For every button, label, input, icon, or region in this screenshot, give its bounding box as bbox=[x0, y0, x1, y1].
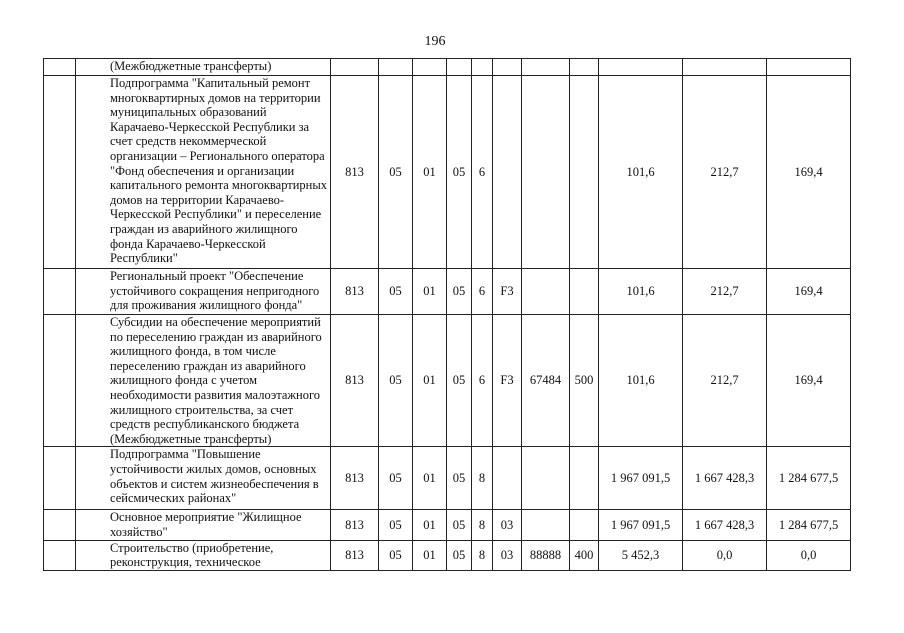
subsection-cell: 01 bbox=[413, 76, 447, 269]
subprogram-cell: 6 bbox=[472, 76, 493, 269]
amount-2-cell: 212,7 bbox=[683, 315, 767, 447]
name-line: Подпрограмма "Капитальный ремонт bbox=[110, 76, 311, 90]
program-cell: 05 bbox=[447, 269, 472, 315]
page-number: 196 bbox=[424, 34, 446, 49]
name-cell bbox=[76, 510, 331, 540]
name-line: реконструкция, техническое bbox=[110, 555, 261, 570]
amount-1-cell: 101,6 bbox=[599, 76, 683, 269]
amount-3-cell bbox=[767, 59, 851, 76]
name-line: устойчивости жилых домов, основных bbox=[110, 461, 317, 476]
name-cell bbox=[76, 540, 331, 570]
name-line: Региональный проект "Обеспечение bbox=[110, 269, 304, 283]
table-row bbox=[44, 510, 851, 540]
expense-type-cell bbox=[570, 447, 599, 510]
subprogram-cell: 8 bbox=[472, 447, 493, 510]
name-line: жилищного фонда, в том числе bbox=[110, 344, 276, 359]
project-cell: F3 bbox=[493, 315, 522, 447]
amount-1-cell: 1 967 091,5 bbox=[599, 510, 683, 540]
amount-1-cell bbox=[599, 59, 683, 76]
name-line: организации – Регионального оператора bbox=[110, 148, 325, 163]
ministry-cell: 813 bbox=[331, 510, 379, 540]
subprogram-cell: 6 bbox=[472, 315, 493, 447]
table-body bbox=[44, 59, 851, 571]
name-line: Субсидии на обеспечение мероприятий bbox=[110, 315, 321, 329]
subprogram-cell: 8 bbox=[472, 510, 493, 540]
amount-3-cell: 169,4 bbox=[767, 269, 851, 315]
name-line: муниципальных образований bbox=[110, 105, 267, 120]
subsection-cell: 01 bbox=[413, 269, 447, 315]
ministry-cell: 813 bbox=[331, 76, 379, 269]
project-cell bbox=[493, 59, 522, 76]
expense-type-cell bbox=[570, 59, 599, 76]
ministry-cell: 813 bbox=[331, 447, 379, 510]
name-line: Подпрограмма "Повышение bbox=[110, 447, 261, 462]
name-line: устойчивого сокращения непригодного bbox=[110, 283, 320, 298]
row-number-cell bbox=[44, 510, 76, 540]
amount-3-cell: 169,4 bbox=[767, 76, 851, 269]
project-cell: 03 bbox=[493, 540, 522, 570]
program-cell: 05 bbox=[447, 315, 472, 447]
amount-1-cell: 101,6 bbox=[599, 269, 683, 315]
name-line: многоквартирных домов на территории bbox=[110, 90, 321, 105]
subprogram-cell: 6 bbox=[472, 269, 493, 315]
name-line: Карачаево-Черкесской Республики за bbox=[110, 119, 310, 134]
section-cell: 05 bbox=[379, 269, 413, 315]
row-number-cell bbox=[44, 540, 76, 570]
amount-2-cell: 212,7 bbox=[683, 76, 767, 269]
direction-cell: 67484 bbox=[522, 315, 570, 447]
table-row bbox=[44, 269, 851, 315]
row-number-cell bbox=[44, 76, 76, 269]
name-line: домов на территории Карачаево- bbox=[110, 192, 285, 207]
amount-3-cell: 1 284 677,5 bbox=[767, 447, 851, 510]
section-cell bbox=[379, 59, 413, 76]
row-number-cell bbox=[44, 447, 76, 510]
direction-cell bbox=[522, 269, 570, 315]
amount-3-cell: 1 284 677,5 bbox=[767, 510, 851, 540]
section-cell: 05 bbox=[379, 447, 413, 510]
name-line: объектов и систем жизнеобеспечения в bbox=[110, 476, 319, 491]
ministry-cell: 813 bbox=[331, 269, 379, 315]
table-row bbox=[44, 59, 851, 76]
name-line: фонда Карачаево-Черкесской bbox=[110, 236, 266, 251]
name-line: капитального ремонта многоквартирных bbox=[110, 178, 328, 193]
ministry-cell: 813 bbox=[331, 315, 379, 447]
name-line: счет средств некоммерческой bbox=[110, 134, 267, 149]
ministry-cell bbox=[331, 59, 379, 76]
subsection-cell: 01 bbox=[413, 510, 447, 540]
table-row bbox=[44, 447, 851, 510]
table-row bbox=[44, 540, 851, 570]
subsection-cell: 01 bbox=[413, 540, 447, 570]
expense-type-cell: 500 bbox=[570, 315, 599, 447]
project-cell bbox=[493, 76, 522, 269]
name-line: Республики" bbox=[110, 251, 178, 266]
amount-2-cell: 1 667 428,3 bbox=[683, 510, 767, 540]
name-line: по переселению граждан из аварийного bbox=[110, 329, 322, 344]
name-line: "Фонд обеспечения и организации bbox=[110, 163, 295, 178]
row-number-cell bbox=[44, 59, 76, 76]
amount-1-cell: 101,6 bbox=[599, 315, 683, 447]
budget-table bbox=[43, 58, 851, 571]
row-number-cell bbox=[44, 315, 76, 447]
section-cell: 05 bbox=[379, 76, 413, 269]
direction-cell bbox=[522, 76, 570, 269]
direction-cell bbox=[522, 447, 570, 510]
subsection-cell: 01 bbox=[413, 447, 447, 510]
amount-3-cell: 0,0 bbox=[767, 540, 851, 570]
expense-type-cell bbox=[570, 510, 599, 540]
amount-2-cell bbox=[683, 59, 767, 76]
table-row bbox=[44, 76, 851, 269]
expense-type-cell: 400 bbox=[570, 540, 599, 570]
amount-1-cell: 1 967 091,5 bbox=[599, 447, 683, 510]
name-line: для проживания жилищного фонда" bbox=[110, 298, 303, 313]
amount-1-cell: 5 452,3 bbox=[599, 540, 683, 570]
amount-3-cell: 169,4 bbox=[767, 315, 851, 447]
name-cell bbox=[76, 59, 331, 76]
name-line: (Межбюджетные трансферты) bbox=[110, 431, 272, 446]
subprogram-cell bbox=[472, 59, 493, 76]
amount-2-cell: 212,7 bbox=[683, 269, 767, 315]
program-cell: 05 bbox=[447, 510, 472, 540]
name-line: жилищного строительства, за счет bbox=[110, 402, 294, 417]
ministry-cell: 813 bbox=[331, 540, 379, 570]
name-cell bbox=[76, 269, 331, 315]
name-line: переселению граждан из аварийного bbox=[110, 358, 306, 373]
name-cell bbox=[76, 76, 331, 269]
name-line: необходимости развития малоэтажного bbox=[110, 387, 321, 402]
name-line: (Межбюджетные трансферты) bbox=[110, 59, 272, 73]
amount-2-cell: 0,0 bbox=[683, 540, 767, 570]
name-line: Черкесской Республики" и переселение bbox=[110, 207, 322, 222]
amount-2-cell: 1 667 428,3 bbox=[683, 447, 767, 510]
direction-cell bbox=[522, 59, 570, 76]
section-cell: 05 bbox=[379, 315, 413, 447]
name-cell bbox=[76, 315, 331, 447]
subsection-cell: 01 bbox=[413, 315, 447, 447]
name-line: граждан из аварийного жилищного bbox=[110, 221, 298, 236]
project-cell: F3 bbox=[493, 269, 522, 315]
program-cell: 05 bbox=[447, 540, 472, 570]
name-line: Строительство (приобретение, bbox=[110, 540, 274, 555]
direction-cell: 88888 bbox=[522, 540, 570, 570]
expense-type-cell bbox=[570, 76, 599, 269]
program-cell bbox=[447, 59, 472, 76]
direction-cell bbox=[522, 510, 570, 540]
expense-type-cell bbox=[570, 269, 599, 315]
name-cell bbox=[76, 447, 331, 510]
subprogram-cell: 8 bbox=[472, 540, 493, 570]
section-cell: 05 bbox=[379, 540, 413, 570]
name-line: Основное мероприятие "Жилищное bbox=[110, 510, 302, 525]
section-cell: 05 bbox=[379, 510, 413, 540]
name-line: хозяйство" bbox=[110, 524, 168, 539]
name-line: средств республиканского бюджета bbox=[110, 417, 300, 432]
name-line: сейсмических районах" bbox=[110, 491, 237, 506]
program-cell: 05 bbox=[447, 76, 472, 269]
project-cell: 03 bbox=[493, 510, 522, 540]
program-cell: 05 bbox=[447, 447, 472, 510]
name-line: жилищного фонда с учетом bbox=[110, 373, 258, 388]
row-number-cell bbox=[44, 269, 76, 315]
project-cell bbox=[493, 447, 522, 510]
table-row bbox=[44, 315, 851, 447]
subsection-cell bbox=[413, 59, 447, 76]
